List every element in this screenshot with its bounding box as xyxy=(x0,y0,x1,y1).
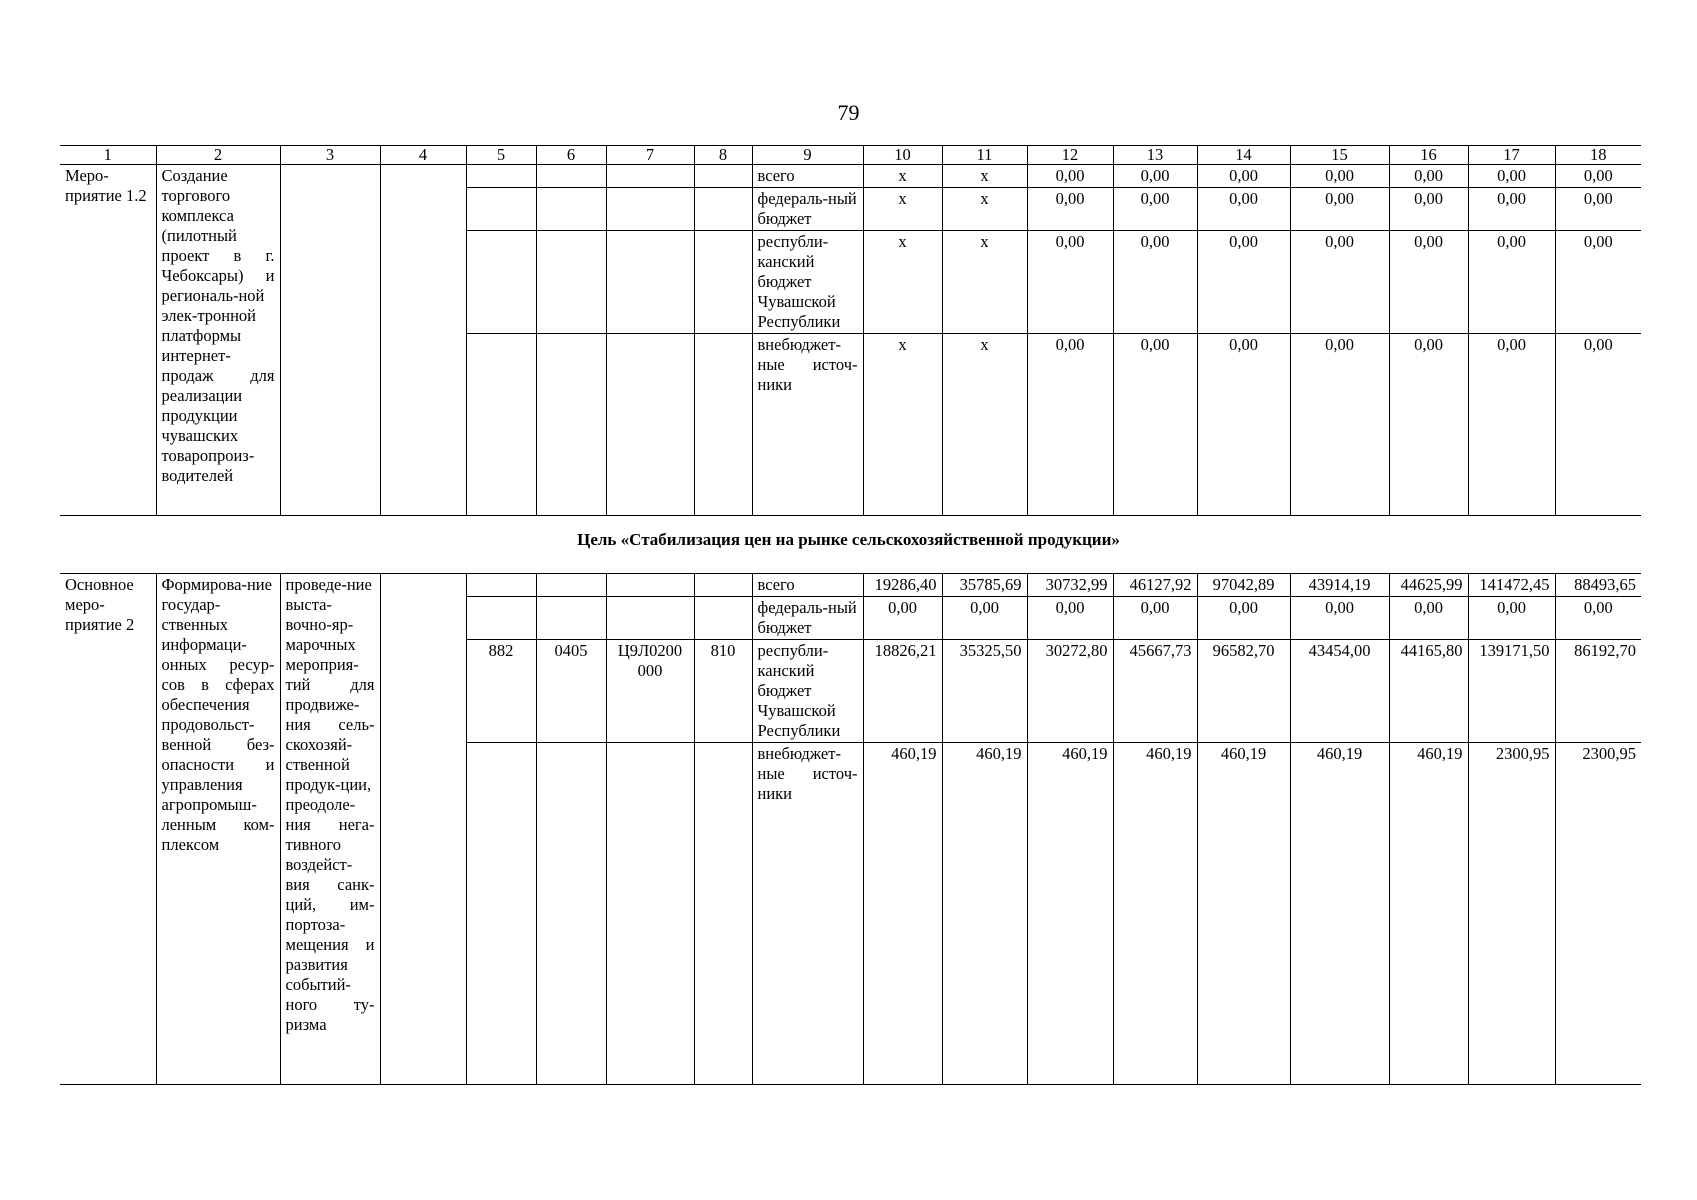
value-cell: x xyxy=(942,188,1027,231)
value-cell: 460,19 xyxy=(1290,743,1389,1085)
expense-type-cell xyxy=(694,743,752,1085)
value-cell: 45667,73 xyxy=(1113,640,1197,743)
funding-source-label: федераль-ный бюджет xyxy=(752,188,863,231)
value-cell: 0,00 xyxy=(1555,188,1641,231)
value-cell: x xyxy=(863,188,942,231)
grbs-cell xyxy=(466,165,536,188)
description-cell xyxy=(280,165,380,516)
value-cell: 44165,80 xyxy=(1389,640,1468,743)
value-cell: 30732,99 xyxy=(1027,574,1113,597)
value-cell: 43914,19 xyxy=(1290,574,1389,597)
col-num: 2 xyxy=(156,146,280,165)
value-cell: 0,00 xyxy=(1113,165,1197,188)
target-article-cell: Ц9Л0200 000 xyxy=(606,640,694,743)
value-cell: 46127,92 xyxy=(1113,574,1197,597)
value-cell: 0,00 xyxy=(1027,231,1113,334)
value-cell: 18826,21 xyxy=(863,640,942,743)
value-cell: 0,00 xyxy=(942,597,1027,640)
col-num: 9 xyxy=(752,146,863,165)
value-cell: 0,00 xyxy=(1027,165,1113,188)
value-cell: 0,00 xyxy=(1389,188,1468,231)
value-cell: 86192,70 xyxy=(1555,640,1641,743)
funding-source-label: республи-канский бюджет Чувашской Республики xyxy=(752,640,863,743)
col-num: 4 xyxy=(380,146,466,165)
value-cell: 30272,80 xyxy=(1027,640,1113,743)
value-cell: 0,00 xyxy=(1468,231,1555,334)
target-article-cell xyxy=(606,188,694,231)
value-cell: 0,00 xyxy=(1555,597,1641,640)
section-cell xyxy=(536,597,606,640)
funding-source-label: всего xyxy=(752,165,863,188)
grbs-cell xyxy=(466,574,536,597)
value-cell: 2300,95 xyxy=(1555,743,1641,1085)
value-cell: 35785,69 xyxy=(942,574,1027,597)
value-cell: 460,19 xyxy=(1197,743,1290,1085)
target-article-cell xyxy=(606,574,694,597)
grbs-cell xyxy=(466,188,536,231)
value-cell: 0,00 xyxy=(863,597,942,640)
section-cell xyxy=(536,743,606,1085)
value-cell: 0,00 xyxy=(1468,188,1555,231)
col-num: 8 xyxy=(694,146,752,165)
funding-source-label: всего xyxy=(752,574,863,597)
value-cell: 0,00 xyxy=(1389,165,1468,188)
col-num: 3 xyxy=(280,146,380,165)
table-row xyxy=(60,165,1641,188)
col-num: 1 xyxy=(60,146,156,165)
value-cell: 0,00 xyxy=(1389,597,1468,640)
grbs-cell xyxy=(466,743,536,1085)
value-cell: x xyxy=(863,231,942,334)
value-cell: 460,19 xyxy=(1389,743,1468,1085)
executor-cell xyxy=(380,165,466,516)
col-num: 15 xyxy=(1290,146,1389,165)
value-cell: 96582,70 xyxy=(1197,640,1290,743)
section-cell xyxy=(536,231,606,334)
col-num: 6 xyxy=(536,146,606,165)
grbs-cell: 882 xyxy=(466,640,536,743)
expense-type-cell xyxy=(694,231,752,334)
value-cell: 0,00 xyxy=(1113,597,1197,640)
funding-source-label: республи-канский бюджет Чувашской Республики xyxy=(752,231,863,334)
col-num: 13 xyxy=(1113,146,1197,165)
description-cell: проведе-ние выста-вочно-яр-марочных мероприя-тий для продвиже-ния сель-скохозяй-ственной продук-ции, преодоле-ния нега-тивного воздейст-вия санк-ций, им-портоза-мещения и развития событий-ного ту-ризма xyxy=(280,574,380,1085)
value-cell: 0,00 xyxy=(1290,188,1389,231)
value-cell: 35325,50 xyxy=(942,640,1027,743)
value-cell: 88493,65 xyxy=(1555,574,1641,597)
value-cell: 0,00 xyxy=(1197,231,1290,334)
expense-type-cell xyxy=(694,165,752,188)
section-cell: 0405 xyxy=(536,640,606,743)
section-cell xyxy=(536,165,606,188)
value-cell: 97042,89 xyxy=(1197,574,1290,597)
value-cell: x xyxy=(942,334,1027,516)
target-article-cell xyxy=(606,334,694,516)
funding-source-label: внебюджет-ные источ-ники xyxy=(752,743,863,1085)
value-cell: 0,00 xyxy=(1027,597,1113,640)
value-cell: 0,00 xyxy=(1468,597,1555,640)
value-cell: 0,00 xyxy=(1113,231,1197,334)
value-cell: 0,00 xyxy=(1027,334,1113,516)
value-cell: x xyxy=(942,231,1027,334)
expense-type-cell xyxy=(694,334,752,516)
value-cell: 0,00 xyxy=(1197,188,1290,231)
expense-type-cell xyxy=(694,597,752,640)
grbs-cell xyxy=(466,597,536,640)
event-name-cell: Создание торгового комплекса (пилотный проект в г. Чебоксары) и региональ-ной элек-тронной платформы интернет-продаж для реализации продукции чувашских товаропроиз-водителей xyxy=(156,165,280,516)
value-cell: 0,00 xyxy=(1555,334,1641,516)
value-cell: 19286,40 xyxy=(863,574,942,597)
value-cell: 0,00 xyxy=(1555,231,1641,334)
col-num: 14 xyxy=(1197,146,1290,165)
value-cell: 43454,00 xyxy=(1290,640,1389,743)
value-cell: 0,00 xyxy=(1389,334,1468,516)
col-num: 7 xyxy=(606,146,694,165)
col-num: 18 xyxy=(1555,146,1641,165)
funding-source-label: федераль-ный бюджет xyxy=(752,597,863,640)
column-number-row xyxy=(60,146,1641,165)
goal-heading: Цель «Стабилизация цен на рынке сельскохозяйственной продукции» xyxy=(577,530,1120,549)
section-cell xyxy=(536,188,606,231)
event-type-cell: Основное меро-приятие 2 xyxy=(60,574,156,1085)
section-cell xyxy=(536,574,606,597)
value-cell: 0,00 xyxy=(1197,165,1290,188)
value-cell: 44625,99 xyxy=(1389,574,1468,597)
value-cell: 0,00 xyxy=(1290,165,1389,188)
grbs-cell xyxy=(466,334,536,516)
col-num: 5 xyxy=(466,146,536,165)
value-cell: 0,00 xyxy=(1468,334,1555,516)
col-num: 12 xyxy=(1027,146,1113,165)
target-article-cell xyxy=(606,231,694,334)
section-cell xyxy=(536,334,606,516)
value-cell: x xyxy=(863,165,942,188)
value-cell: 139171,50 xyxy=(1468,640,1555,743)
grbs-cell xyxy=(466,231,536,334)
value-cell: 0,00 xyxy=(1290,597,1389,640)
value-cell: 0,00 xyxy=(1113,188,1197,231)
event-name-cell: Формирова-ние государ-ственных информаци-онных ресур-сов в сферах обеспечения продовольст-венной без-опасности и управления агропромыш-ленным ком-плексом xyxy=(156,574,280,1085)
value-cell: 2300,95 xyxy=(1468,743,1555,1085)
value-cell: 460,19 xyxy=(1027,743,1113,1085)
value-cell: 0,00 xyxy=(1389,231,1468,334)
value-cell: 460,19 xyxy=(942,743,1027,1085)
value-cell: 0,00 xyxy=(1113,334,1197,516)
table-row xyxy=(60,574,1641,597)
value-cell: 141472,45 xyxy=(1468,574,1555,597)
event-type-cell: Меро-приятие 1.2 xyxy=(60,165,156,516)
value-cell: 0,00 xyxy=(1197,334,1290,516)
value-cell: 0,00 xyxy=(1290,231,1389,334)
value-cell: 0,00 xyxy=(1555,165,1641,188)
expense-type-cell xyxy=(694,188,752,231)
expense-type-cell: 810 xyxy=(694,640,752,743)
value-cell: x xyxy=(863,334,942,516)
budget-table-block-2 xyxy=(60,573,1641,1085)
value-cell: 0,00 xyxy=(1197,597,1290,640)
col-num: 17 xyxy=(1468,146,1555,165)
col-num: 10 xyxy=(863,146,942,165)
value-cell: 460,19 xyxy=(1113,743,1197,1085)
col-num: 11 xyxy=(942,146,1027,165)
target-article-cell xyxy=(606,597,694,640)
expense-type-cell xyxy=(694,574,752,597)
value-cell: 0,00 xyxy=(1468,165,1555,188)
target-article-cell xyxy=(606,165,694,188)
value-cell: x xyxy=(942,165,1027,188)
page-number: 79 xyxy=(837,100,860,125)
target-article-cell xyxy=(606,743,694,1085)
executor-cell xyxy=(380,574,466,1085)
budget-table-block-1 xyxy=(60,145,1641,516)
value-cell: 460,19 xyxy=(863,743,942,1085)
col-num: 16 xyxy=(1389,146,1468,165)
funding-source-label: внебюджет-ные источ-ники xyxy=(752,334,863,516)
value-cell: 0,00 xyxy=(1027,188,1113,231)
value-cell: 0,00 xyxy=(1290,334,1389,516)
